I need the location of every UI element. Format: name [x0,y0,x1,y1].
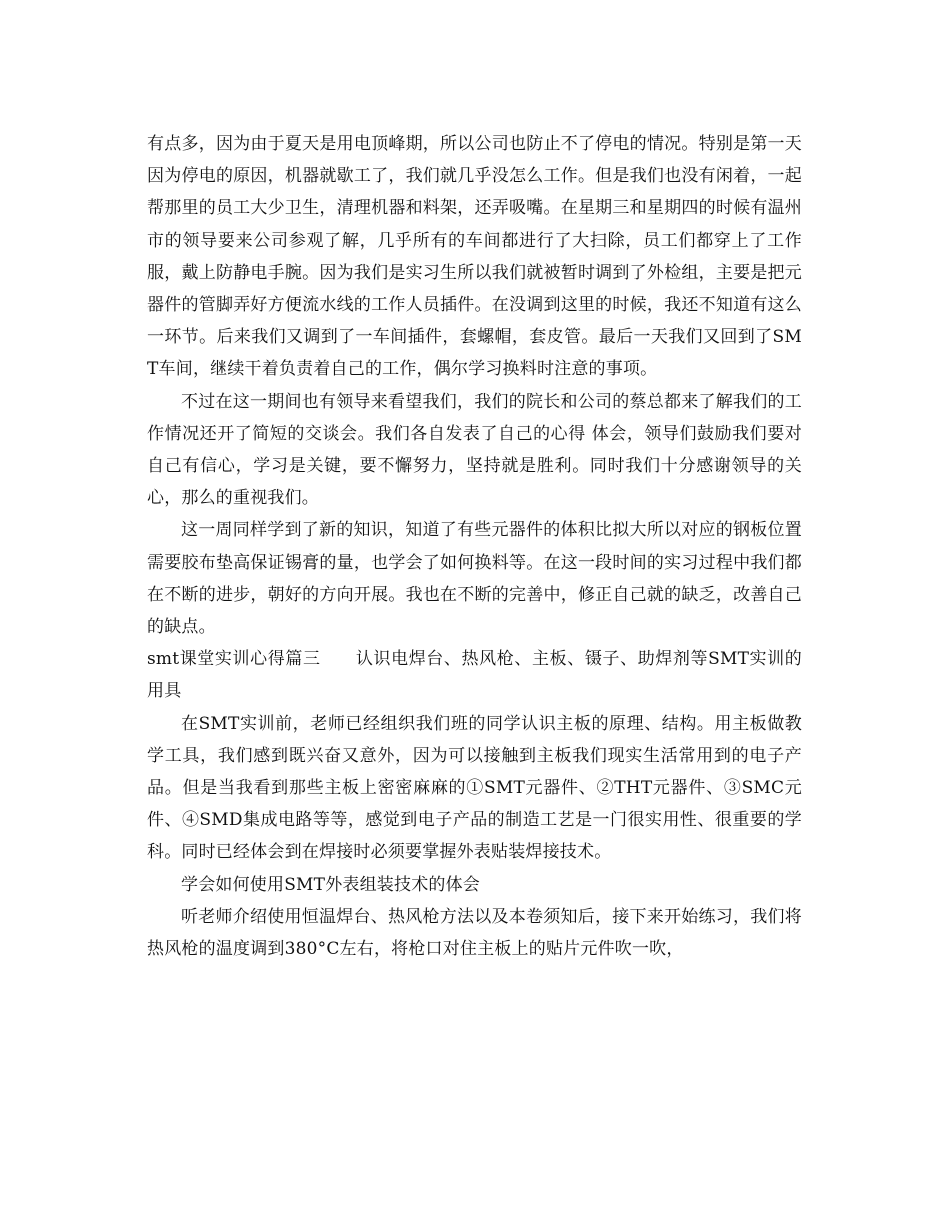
document-body [147,128,802,965]
paragraph-leader-visit: 不过在这一期间也有领导来看望我们，我们的院长和公司的蔡总都来了解我们的工作情况还开了简短的交谈会。我们各自发表了自己的心得 体会，领导们鼓励我们要对自己有信心，学习是关键，要不懈努力，坚持就是胜利。同时我们十分感谢领导的关心，那么的重视我们。 [147,391,802,509]
paragraph-hot-air-gun-practice: 听老师介绍使用恒温焊台、热风枪方法以及本卷须知后，接下来开始练习，我们将热风枪的温度调到380°C左右，将枪口对住主板上的贴片元件吹一吹， [147,906,802,960]
subheading-smt-experience: 学会如何使用SMT外表组装技术的体会 [181,874,480,895]
paragraph-power-outage-week: 有点多，因为由于夏天是用电顶峰期，所以公司也防止不了停电的情况。特别是第一天因为停电的原因，机器就歇工了，我们就几乎没怎么工作。但是我们也没有闲着，一起帮那里的员工大少卫生，清理机器和料架，还弄吸嘴。在星期三和星期四的时候有温州市的领导要来公司参观了解，几乎所有的车间都进行了大扫除，员工们都穿上了工作服，戴上防静电手腕。因为我们是实习生所以我们就被暂时调到了外检组，主要是把元器件的管脚弄好方便流水线的工作人员插件。在没调到这里的时候，我还不知道有这么一环节。后来我们又调到了一车间插件，套螺帽，套皮管。最后一天我们又回到了SMT车间，继续干着负责着自己的工作，偶尔学习换料时注意的事项。 [147,134,802,380]
section-heading-part-three: smt课堂实训心得篇三 认识电焊台、热风枪、主板、镊子、助焊剂等SMT实训的用具 [147,649,802,702]
paragraph-smt-intro: 在SMT实训前，老师已经组织我们班的同学认识主板的原理、结构。用主板做教学工具，我们感到既兴奋又意外，因为可以接触到主板我们现实生活常用到的电子产品。但是当我看到那些主板上密密麻麻的①SMT元器件、②THT元器件、③SMC元件、④SMD集成电路等等，感觉到电子产品的制造工艺是一门很实用性、很重要的学科。同时已经体会到在焊接时必须要掌握外表贴装焊接技术。 [147,713,802,863]
paragraph-new-knowledge: 这一周同样学到了新的知识，知道了有些元器件的体积比拟大所以对应的钢板位置需要胶布垫高保证锡膏的量，也学会了如何换料等。在这一段时间的实习过程中我们都在不断的进步，朝好的方向开展。我也在不断的完善中，修正自己就的缺乏，改善自己的缺点。 [147,520,802,638]
